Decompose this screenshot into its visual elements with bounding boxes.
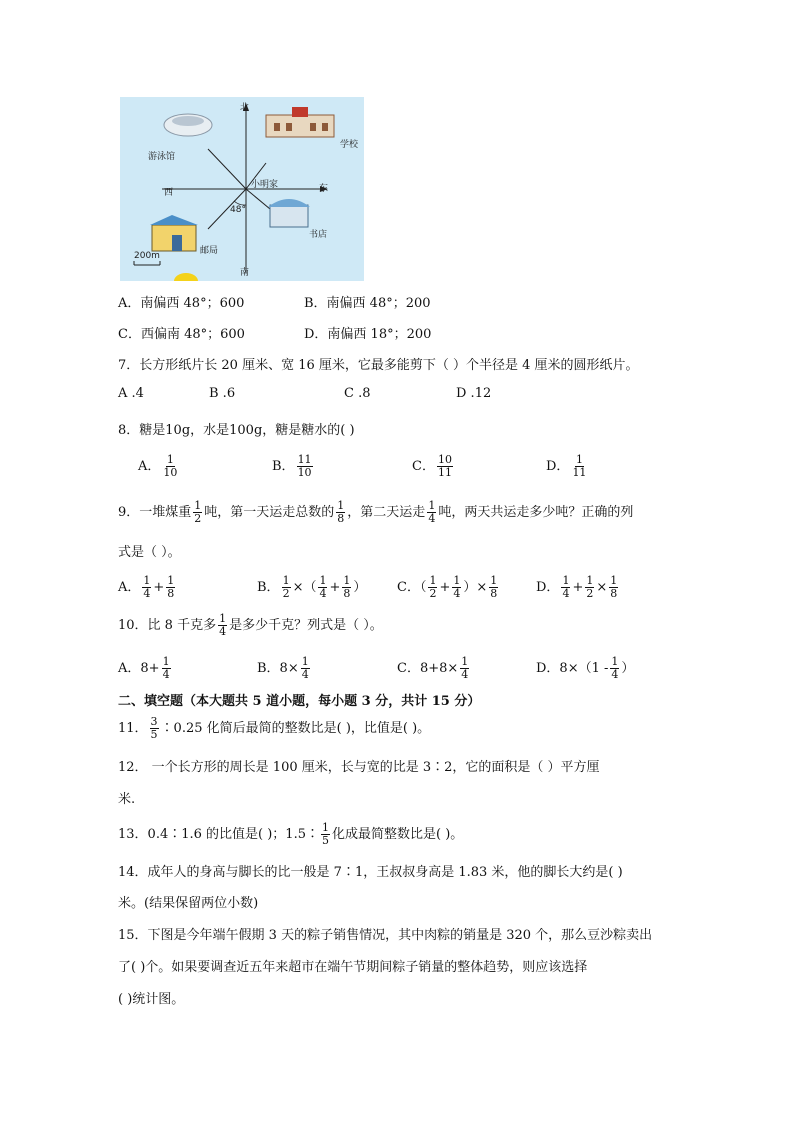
- east-label: 东: [319, 184, 329, 194]
- q9-option-b: B． $\frac{1}{2}$ ×（ $\frac{1}{4}$ + $\frac{1}{8}$ ）: [257, 574, 367, 600]
- q12-line2: 米.: [118, 792, 136, 807]
- q6-option-b: B．南偏西 48°；200: [304, 296, 431, 311]
- q7-option-c: C .8: [344, 386, 371, 401]
- direction-map: [120, 97, 364, 281]
- school-top: [292, 107, 308, 117]
- q9-option-c: C．（ $\frac{1}{2}$ + $\frac{1}{4}$ ）× $\frac{1}{8}$: [397, 574, 498, 600]
- q8-option-d: D． $\frac{1}{11}$: [546, 453, 587, 479]
- q12-line1: 12． 一个长方形的周长是 100 厘米，长与宽的比是 3∶2，它的面积是（ ）平方厘: [118, 760, 600, 775]
- bookstore-label: 书店: [309, 230, 328, 240]
- q8-option-a: A． $\frac{1}{10}$: [138, 453, 178, 479]
- q13-stem: 13．0.4∶1.6 的比值是( )；1.5∶ $\frac{1}{5}$ 化成最简整数比是( )。: [118, 821, 464, 847]
- q7-option-a: A .4: [118, 386, 144, 401]
- q8-option-c: C． $\frac{10}{11}$: [412, 453, 452, 479]
- q7-option-b: B .6: [209, 386, 236, 401]
- pool-line: [208, 149, 246, 189]
- bookstore-building: [270, 205, 308, 227]
- post-label: 邮局: [200, 246, 219, 256]
- q9-stem: 9．一堆煤重 $\frac{1}{2}$ 吨，第一天运走总数的 $\frac{1}{8}$ ，第二天运走 $\frac{1}{4}$ 吨，两天共运走多少吨？正确的列: [118, 499, 634, 525]
- q9-stem-line2: 式是（ ）。: [118, 545, 181, 560]
- q10-option-b: B．8× $\frac{1}{4}$: [257, 655, 309, 681]
- section-2-heading: 二、填空题（本大题共 5 道小题，每小题 3 分，共计 15 分）: [118, 694, 481, 709]
- bookstore-roof: [268, 199, 310, 207]
- q10-option-a: A．8+ $\frac{1}{4}$: [118, 655, 170, 681]
- q15-line1: 15．下图是今年端午假期 3 天的粽子销售情况，其中肉粽的销量是 320 个，那么豆沙粽卖出: [118, 928, 653, 943]
- q10-stem: 10．比 8 千克多 $\frac{1}{4}$ 是多少千克？列式是（ ）。: [118, 612, 383, 638]
- q8-stem: 8．糖是10g，水是100g，糖是糖水的( ): [118, 423, 355, 438]
- q10-option-c: C．8+8× $\frac{1}{4}$: [397, 655, 469, 681]
- q9-option-a: A． $\frac{1}{4}$ + $\frac{1}{8}$: [118, 574, 175, 600]
- scale-label: 200m: [134, 251, 160, 261]
- west-label: 西: [164, 188, 174, 198]
- q15-line2: 了( )个。如果要调查近五年来超市在端午节期间粽子销量的整体趋势，则应该选择: [118, 960, 588, 975]
- q10-option-d: D．8×（1 - $\frac{1}{4}$ ）: [536, 655, 635, 681]
- south-label: 南: [240, 268, 250, 278]
- q15-line3: ( )统计图。: [118, 992, 185, 1007]
- q7-option-d: D .12: [456, 386, 492, 401]
- home-label: 小明家: [251, 180, 279, 190]
- post-roof: [150, 215, 198, 225]
- north-label: 北: [240, 103, 250, 113]
- q9-option-d: D． $\frac{1}{4}$ + $\frac{1}{2}$ × $\frac{1}{8}$: [536, 574, 618, 600]
- q14-line2: 米。(结果保留两位小数): [118, 896, 259, 911]
- q6-option-d: D．南偏西 18°；200: [304, 327, 432, 342]
- school-label: 学校: [340, 140, 359, 150]
- q6-option-a: A．南偏西 48°；600: [118, 296, 245, 311]
- bookstore-line: [246, 189, 270, 209]
- q7-stem: 7．长方形纸片长 20 厘米、宽 16 厘米，它最多能剪下（ ）个半径是 4 厘米的圆形纸片。: [118, 358, 639, 373]
- q11-stem: 11． $\frac{3}{5}$ ∶0.25 化简后最简的整数比是( )，比值是( )。: [118, 715, 431, 741]
- q14-line1: 14．成年人的身高与脚长的比一般是 7∶1，王叔叔身高是 1.83 米，他的脚长大约是( ): [118, 865, 623, 880]
- pool-label: 游泳馆: [148, 152, 176, 162]
- q6-option-c: C．西偏南 48°；600: [118, 327, 245, 342]
- q8-option-b: B． $\frac{11}{10}$: [272, 453, 312, 479]
- pool-roof: [172, 116, 204, 126]
- angle-label: 48°: [230, 205, 246, 215]
